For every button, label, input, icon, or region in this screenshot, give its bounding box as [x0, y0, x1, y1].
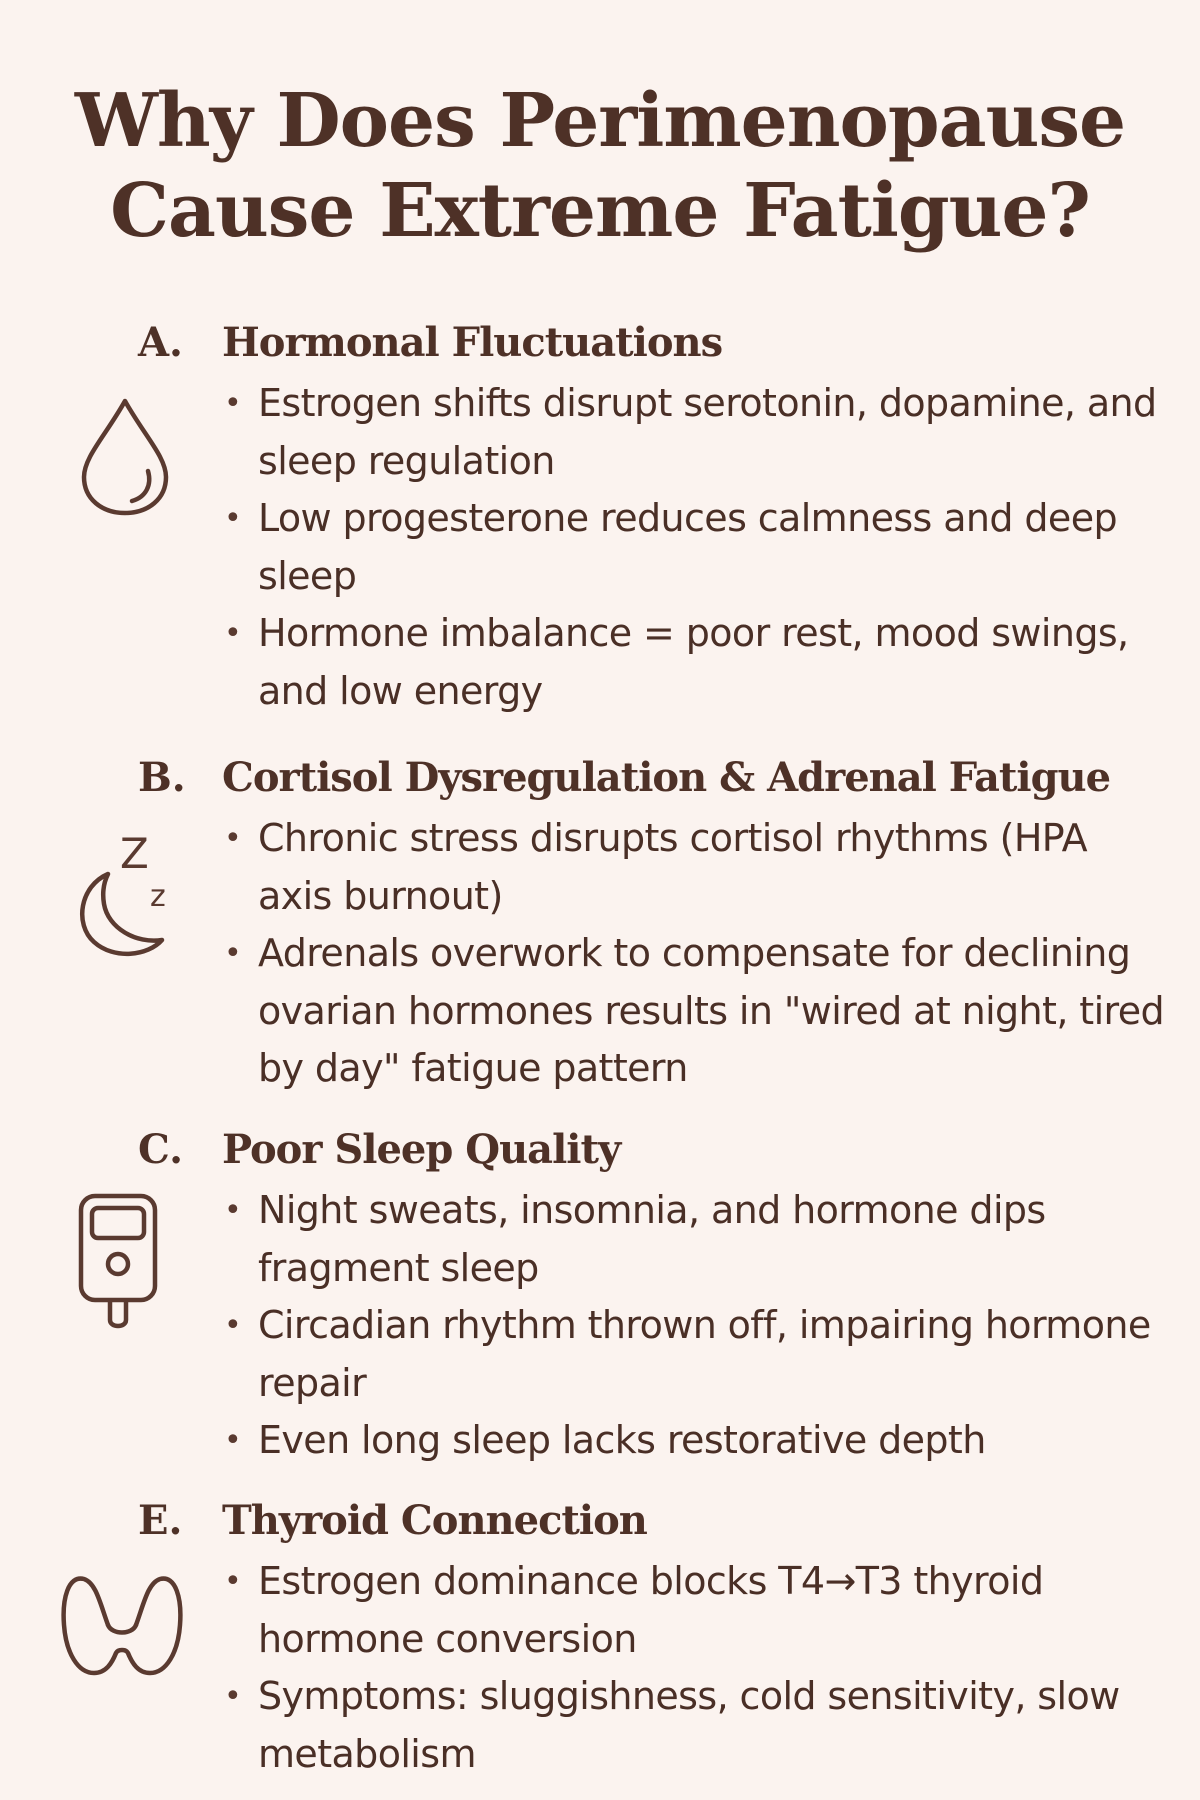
section-heading: Cortisol Dysregulation & Adrenal Fatigue — [222, 754, 1111, 801]
list-item: • Symptoms: sluggishness, cold sensitivity, slow metabolism — [222, 1668, 1172, 1783]
bullet-list — [222, 1182, 1172, 1470]
section-heading: Poor Sleep Quality — [222, 1126, 621, 1173]
moon-icon-letter-small: z — [150, 879, 166, 914]
section-letter: E. — [138, 1497, 183, 1544]
title-line-1: Why Does Perimenopause — [74, 78, 1126, 164]
page-title — [0, 76, 1200, 256]
list-item: • Hormone imbalance = poor rest, mood swings, and low energy — [222, 605, 1172, 720]
moon-sleep-icon — [66, 828, 186, 963]
thyroid-icon — [58, 1569, 186, 1685]
bullet-list — [222, 810, 1172, 1098]
bullet-list — [222, 1553, 1172, 1783]
list-item: • Circadian rhythm thrown off, impairing hormone repair — [222, 1297, 1172, 1412]
moon-icon-letter-large: Z — [120, 829, 149, 878]
list-item: • Night sweats, insomnia, and hormone dips fragment sleep — [222, 1182, 1172, 1297]
list-item: • Chronic stress disrupts cortisol rhythms (HPA axis burnout) — [222, 810, 1172, 925]
list-item: • Low progesterone reduces calmness and deep sleep — [222, 490, 1172, 605]
list-item: • Estrogen dominance blocks T4→T3 thyroid hormone conversion — [222, 1553, 1172, 1668]
title-line-2: Cause Extreme Fatigue? — [110, 168, 1090, 254]
section-letter: A. — [138, 319, 183, 366]
drop-icon — [78, 393, 172, 519]
section-heading: Hormonal Fluctuations — [222, 319, 723, 366]
list-item: • Adrenals overwork to compensate for declining ovarian hormones results in "wired at night, tired by day" fatigue pattern — [222, 925, 1172, 1098]
section-letter: C. — [138, 1126, 184, 1173]
glucose-meter-icon — [76, 1192, 162, 1332]
list-item: • Estrogen shifts disrupt serotonin, dopamine, and sleep regulation — [222, 375, 1172, 490]
section-letter: B. — [138, 754, 186, 801]
list-item: • Even long sleep lacks restorative depth — [222, 1412, 1172, 1470]
bullet-list — [222, 375, 1172, 720]
section-heading: Thyroid Connection — [222, 1497, 647, 1544]
